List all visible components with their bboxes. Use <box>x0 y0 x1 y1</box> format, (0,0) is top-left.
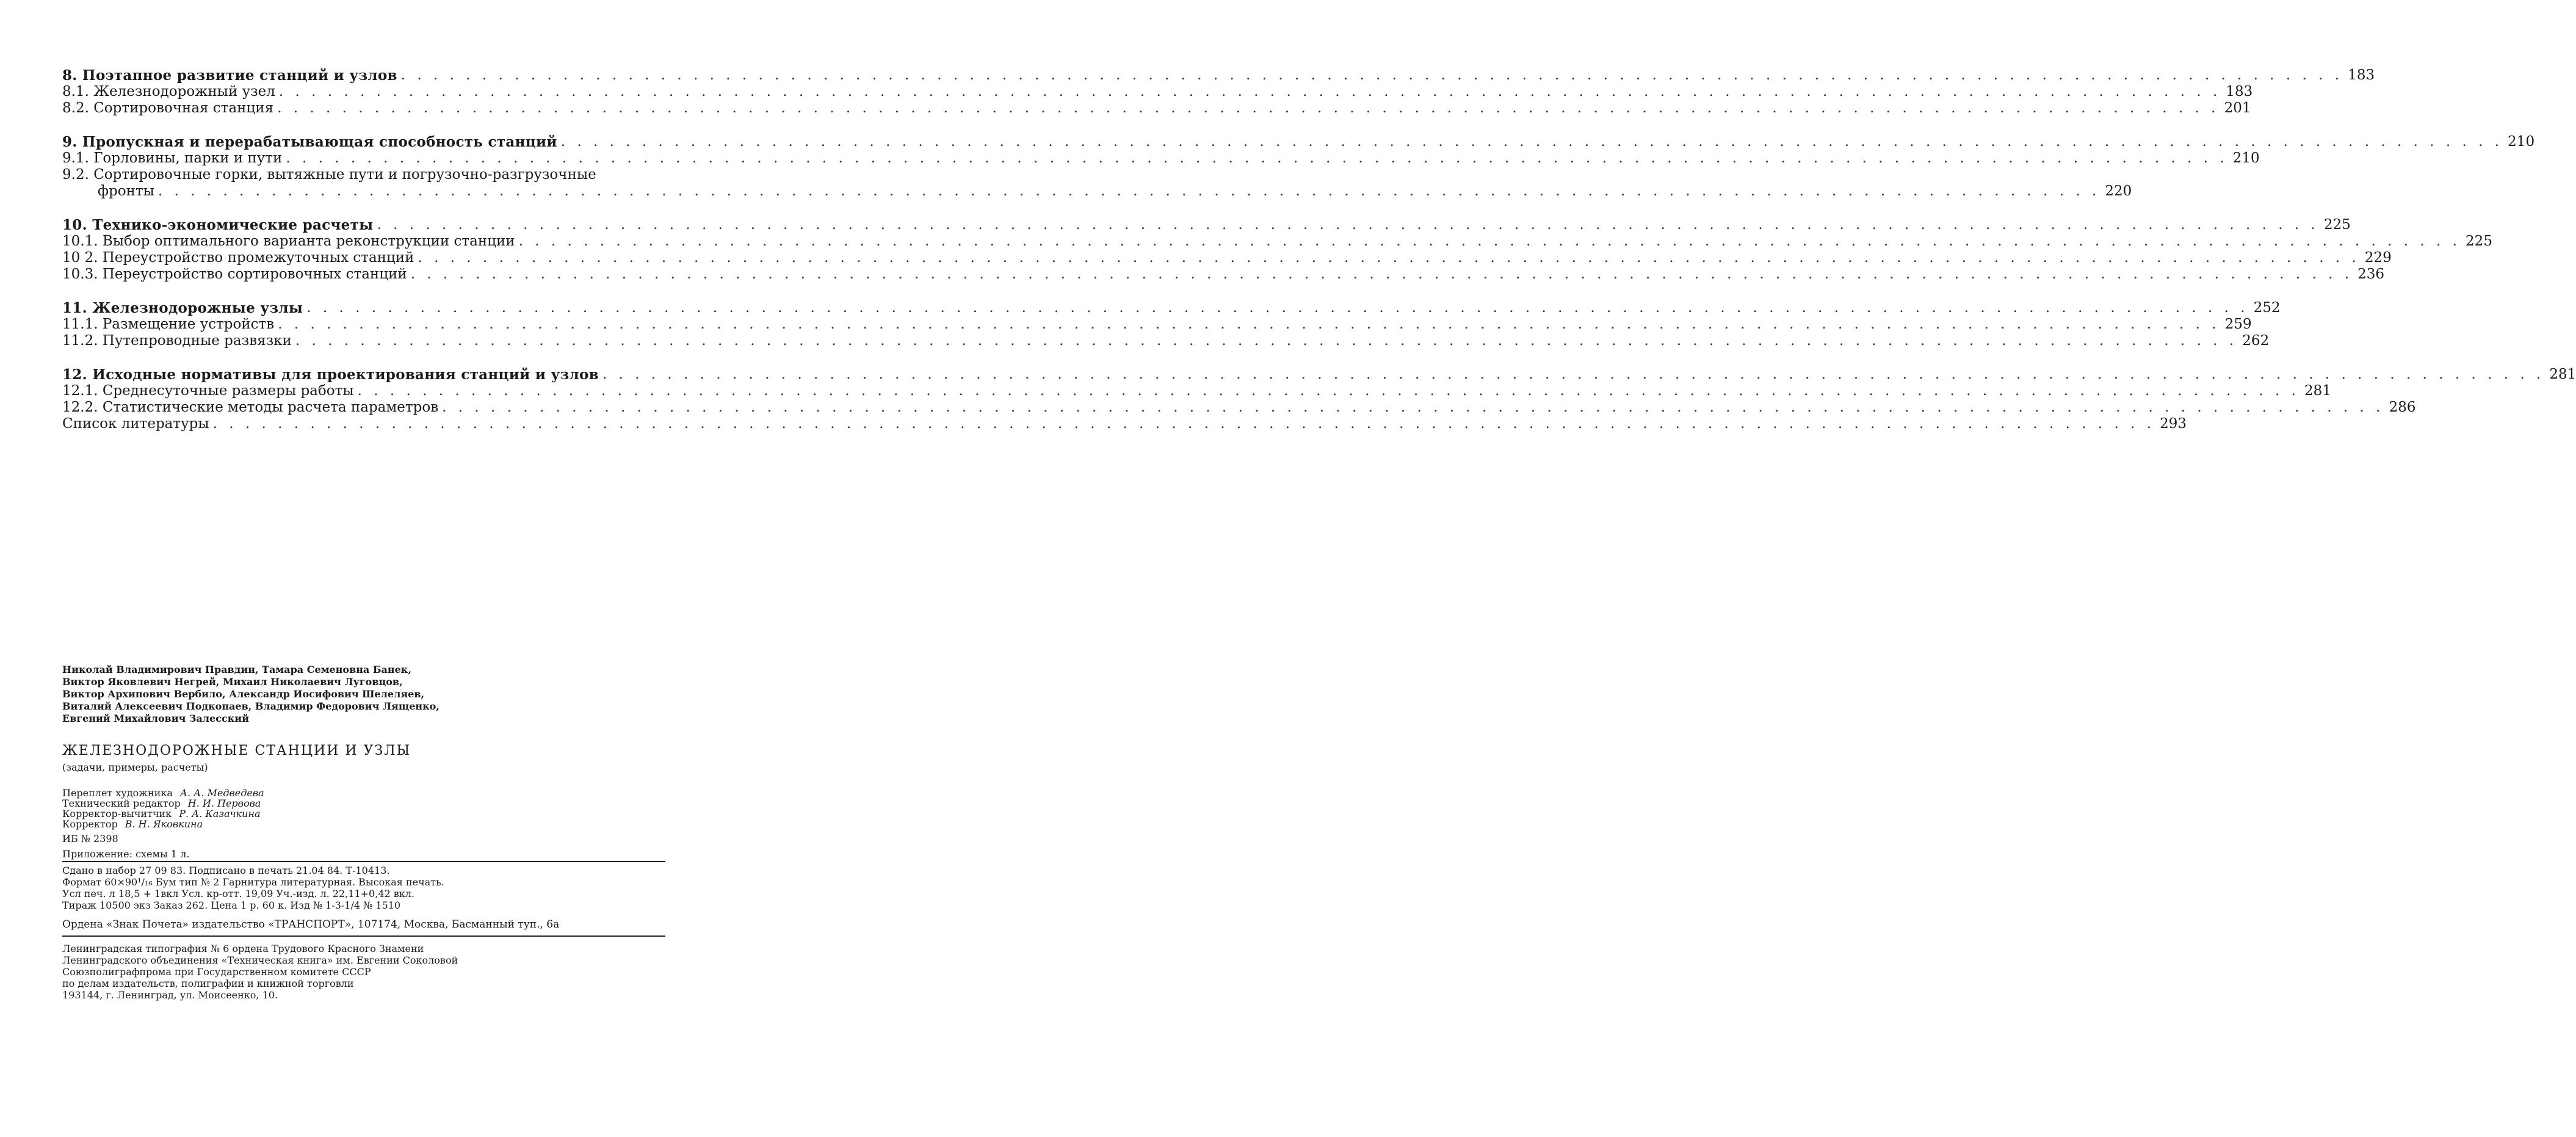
toc-chapter-heading <box>62 217 2351 233</box>
toc-page-number: 183 <box>2226 84 2253 100</box>
toc-entry <box>62 399 2416 416</box>
toc-chapter <box>62 67 2375 117</box>
toc-entry <box>62 333 2270 349</box>
authors-line: Николай Владимирович Правдин, Тамара Семеновна Банек, <box>62 664 411 675</box>
printer-info <box>62 943 665 1001</box>
toc-chapter-heading <box>62 366 2576 383</box>
authors-line: Виталий Алексеевич Подкопаев, Владимир Федорович Лященко, <box>62 700 440 712</box>
print-info-line: Усл печ. л 18,5 + 1вкл Усл. кр-отт. 19,09 Уч.-изд. л. 22,11+0,42 вкл. <box>62 888 415 899</box>
dot-leader: . . . . . . . . . . . . . . . . . . . . . . . . . . . . . . . . . . . . . . . . . . . . . . . . . . . . . . . . . . . . . . . . . . . . . . . . . . . . . . . . . . . . . . . . . . . . . . . . . . . . . . . . . . . . . . . . . . . . . . . . <box>560 134 2503 150</box>
toc-entry-title: 12.1. Среднесуточные размеры работы <box>62 383 354 399</box>
authors-line: Евгений Михайлович Залесский <box>62 713 250 724</box>
staff-list <box>62 788 665 829</box>
toc-entry-title: 8.2. Сортировочная станция <box>62 100 274 116</box>
toc-page-number: 262 <box>2242 333 2270 349</box>
toc-page-number: 293 <box>2160 416 2187 432</box>
dot-leader: . . . . . . . . . . . . . . . . . . . . . . . . . . . . . . . . . . . . . . . . . . . . . . . . . . . . . . . . . . . . . . . . . . . . . . . . . . . . . . . . . . . . . . . . . . . . . . . . . . . . . . . . . . . . . . . . . . . . . . . . <box>306 300 2249 316</box>
toc-page-number: 225 <box>2323 217 2351 233</box>
table-of-contents <box>62 67 2576 449</box>
toc-page-number: 183 <box>2348 67 2375 83</box>
toc-entry-continuation <box>62 183 2132 200</box>
toc-entry-title: Список литературы <box>62 416 209 432</box>
colophon <box>62 664 665 1001</box>
toc-entry-title: 9.1. Горловины, парки и пути <box>62 150 283 166</box>
staff-row <box>62 819 665 829</box>
toc-entry-title: 11.2. Путепроводные развязки <box>62 333 292 349</box>
toc-entry <box>62 250 2392 266</box>
toc-page-number: 281 <box>2549 366 2576 382</box>
toc-page-number: 259 <box>2224 316 2252 332</box>
toc-chapter-title: 12. Исходные нормативы для проектирования станций и узлов <box>62 366 599 383</box>
toc-entry-title: 11.1. Размещение устройств <box>62 316 275 332</box>
toc-entry <box>62 416 2187 432</box>
toc-page-number: 210 <box>2232 150 2260 166</box>
supplement-note: Приложение: схемы 1 л. <box>62 848 665 862</box>
dot-leader: . . . . . . . . . . . . . . . . . . . . . . . . . . . . . . . . . . . . . . . . . . . . . . . . . . . . . . . . . . . . . . . . . . . . . . . . . . . . . . . . . . . . . . . . . . . . . . . . . . . . . . . . . . . . . . . . . . . . . . . . <box>212 416 2155 432</box>
printer-line: Союзполиграфпрома при Государственном комитете СССР <box>62 966 371 978</box>
toc-entry-title: 12.2. Статистические методы расчета параметров <box>62 399 439 415</box>
staff-role: Переплет художника <box>62 787 173 799</box>
toc-chapter-title: 11. Железнодорожные узлы <box>62 300 303 316</box>
publisher-line: Ордена «Знак Почета» издательство «ТРАНСПОРТ», 107174, Москва, Басманный туп., 6а <box>62 918 665 937</box>
authors-line: Виктор Яковлевич Негрей, Михаил Николаевич Луговцов, <box>62 676 403 688</box>
dot-leader: . . . . . . . . . . . . . . . . . . . . . . . . . . . . . . . . . . . . . . . . . . . . . . . . . . . . . . . . . . . . . . . . . . . . . . . . . . . . . . . . . . . . . . . . . . . . . . . . . . . . . . . . . . . . . . . . . . . . . . . . <box>278 84 2221 100</box>
toc-chapter <box>62 300 2281 349</box>
toc-page-number: 252 <box>2253 300 2281 316</box>
book-subtitle: (задачи, примеры, расчеты) <box>62 761 208 773</box>
toc-entry <box>62 100 2251 117</box>
staff-role: Технический редактор <box>62 797 181 809</box>
toc-page-number: 210 <box>2508 134 2535 150</box>
toc-chapter-title: 10. Технико-экономические расчеты <box>62 217 374 233</box>
dot-leader: . . . . . . . . . . . . . . . . . . . . . . . . . . . . . . . . . . . . . . . . . . . . . . . . . . . . . . . . . . . . . . . . . . . . . . . . . . . . . . . . . . . . . . . . . . . . . . . . . . . . . . . . . . . . . . . . . . . . . . . . <box>518 233 2461 249</box>
dot-leader: . . . . . . . . . . . . . . . . . . . . . . . . . . . . . . . . . . . . . . . . . . . . . . . . . . . . . . . . . . . . . . . . . . . . . . . . . . . . . . . . . . . . . . . . . . . . . . . . . . . . . . . . . . . . . . . . . . . . . . . . <box>418 250 2360 266</box>
staff-name: В. Н. Яковкина <box>125 818 203 830</box>
toc-chapter-heading <box>62 300 2281 316</box>
toc-entry-title: 10.3. Переустройство сортировочных станций <box>62 266 407 282</box>
printer-line: Ленинградская типография № 6 ордена Трудового Красного Знамени <box>62 943 424 954</box>
book-title: ЖЕЛЕЗНОДОРОЖНЫЕ СТАНЦИИ И УЗЛЫ <box>62 743 411 758</box>
dot-leader: . . . . . . . . . . . . . . . . . . . . . . . . . . . . . . . . . . . . . . . . . . . . . . . . . . . . . . . . . . . . . . . . . . . . . . . . . . . . . . . . . . . . . . . . . . . . . . . . . . . . . . . . . . . . . . . . . . . . . . . . <box>278 316 2220 332</box>
toc-entry-title: 9.2. Сортировочные горки, вытяжные пути и погрузочно-разгрузочные <box>62 167 596 183</box>
toc-page-number: 201 <box>2224 100 2251 116</box>
dot-leader: . . . . . . . . . . . . . . . . . . . . . . . . . . . . . . . . . . . . . . . . . . . . . . . . . . . . . . . . . . . . . . . . . . . . . . . . . . . . . . . . . . . . . . . . . . . . . . . . . . . . . . . . . . . . . . . . . . . . . . . . <box>377 217 2319 233</box>
toc-chapter <box>62 134 2535 200</box>
toc-entry-title: 10 2. Переустройство промежуточных станций <box>62 250 414 266</box>
toc-chapter <box>62 366 2576 432</box>
dot-leader: . . . . . . . . . . . . . . . . . . . . . . . . . . . . . . . . . . . . . . . . . . . . . . . . . . . . . . . . . . . . . . . . . . . . . . . . . . . . . . . . . . . . . . . . . . . . . . . . . . . . . . . . . . . . . . . . . . . . . . . . <box>357 383 2299 399</box>
toc-page-number: 286 <box>2389 399 2416 415</box>
dot-leader: . . . . . . . . . . . . . . . . . . . . . . . . . . . . . . . . . . . . . . . . . . . . . . . . . . . . . . . . . . . . . . . . . . . . . . . . . . . . . . . . . . . . . . . . . . . . . . . . . . . . . . . . . . . . . . . . . . . . . . . . <box>400 67 2343 83</box>
print-info-line: Формат 60×90¹/₁₆ Бум тип № 2 Гарнитура литературная. Высокая печать. <box>62 876 444 888</box>
printer-line: Ленинградского объединения «Техническая книга» им. Евгении Соколовой <box>62 954 458 966</box>
toc-entry <box>62 84 2253 100</box>
toc-entry <box>62 150 2260 167</box>
staff-role: Корректор-вычитчик <box>62 808 172 819</box>
staff-row <box>62 798 665 808</box>
toc-entry <box>62 316 2252 333</box>
toc-chapter-title: 8. Поэтапное развитие станций и узлов <box>62 67 397 84</box>
dot-leader: . . . . . . . . . . . . . . . . . . . . . . . . . . . . . . . . . . . . . . . . . . . . . . . . . . . . . . . . . . . . . . . . . . . . . . . . . . . . . . . . . . . . . . . . . . . . . . . . . . . . . . . . . . . . . . . . . . . . . . . . <box>277 100 2220 116</box>
authors-line: Виктор Архипович Вербило, Александр Иосифович Шелеляев, <box>62 688 425 700</box>
toc-chapter <box>62 217 2492 283</box>
printer-line: по делам издательств, полиграфии и книжной торговли <box>62 978 354 989</box>
dot-leader: . . . . . . . . . . . . . . . . . . . . . . . . . . . . . . . . . . . . . . . . . . . . . . . . . . . . . . . . . . . . . . . . . . . . . . . . . . . . . . . . . . . . . . . . . . . . . . . . . . . . . . . . . . . . . . . . . . . . . . . . <box>602 366 2545 382</box>
toc-page-number: 281 <box>2304 383 2331 399</box>
toc-entry-title: 8.1. Железнодорожный узел <box>62 84 275 100</box>
staff-name: Н. И. Первова <box>187 797 261 809</box>
print-info-line: Сдано в набор 27 09 83. Подписано в печать 21.04 84. Т-10413. <box>62 865 390 876</box>
toc-entry-title: 10.1. Выбор оптимального варианта реконструкции станции <box>62 233 515 249</box>
toc-entry-title: фронты <box>98 183 154 199</box>
toc-chapter-heading <box>62 67 2375 84</box>
staff-name: А. А. Медведева <box>179 787 264 799</box>
print-info-line: Тираж 10500 экз Заказ 262. Цена 1 р. 60 к. Изд № 1-3-1/4 № 1510 <box>62 899 401 911</box>
toc-entry <box>62 233 2492 250</box>
ib-number: ИБ № 2398 <box>62 833 118 845</box>
toc-entry <box>62 383 2331 399</box>
toc-page-number: 236 <box>2357 266 2385 282</box>
toc-chapter-title: 9. Пропускная и перерабатывающая способность станций <box>62 134 557 150</box>
dot-leader: . . . . . . . . . . . . . . . . . . . . . . . . . . . . . . . . . . . . . . . . . . . . . . . . . . . . . . . . . . . . . . . . . . . . . . . . . . . . . . . . . . . . . . . . . . . . . . . . . . . . . . . . . . . . . . . . . . . . . . . . <box>295 333 2238 349</box>
staff-row <box>62 808 665 819</box>
printer-line: 193144, г. Ленинград, ул. Моисеенко, 10. <box>62 989 278 1001</box>
toc-page-number: 229 <box>2364 250 2392 266</box>
toc-page-number: 220 <box>2105 183 2132 199</box>
dot-leader: . . . . . . . . . . . . . . . . . . . . . . . . . . . . . . . . . . . . . . . . . . . . . . . . . . . . . . . . . . . . . . . . . . . . . . . . . . . . . . . . . . . . . . . . . . . . . . . . . . . . . . . . . . . . . . . . . . . . . . . . <box>286 150 2228 166</box>
dot-leader: . . . . . . . . . . . . . . . . . . . . . . . . . . . . . . . . . . . . . . . . . . . . . . . . . . . . . . . . . . . . . . . . . . . . . . . . . . . . . . . . . . . . . . . . . . . . . . . . . . . . . . . . . . . . . . . . . . . . . . . . <box>442 399 2384 415</box>
toc-page-number: 225 <box>2466 233 2492 249</box>
staff-role: Корректор <box>62 818 118 830</box>
staff-row <box>62 788 665 798</box>
dot-leader: . . . . . . . . . . . . . . . . . . . . . . . . . . . . . . . . . . . . . . . . . . . . . . . . . . . . . . . . . . . . . . . . . . . . . . . . . . . . . . . . . . . . . . . . . . . . . . . . . . . . . . . . . . . . . . . . . . . . . . . . <box>157 183 2100 199</box>
print-info <box>62 865 665 911</box>
toc-entry <box>62 266 2385 283</box>
staff-name: Р. А. Казачкина <box>179 808 261 819</box>
authors-list <box>62 664 665 725</box>
toc-entry <box>62 167 665 183</box>
toc-chapter-heading <box>62 134 2535 150</box>
dot-leader: . . . . . . . . . . . . . . . . . . . . . . . . . . . . . . . . . . . . . . . . . . . . . . . . . . . . . . . . . . . . . . . . . . . . . . . . . . . . . . . . . . . . . . . . . . . . . . . . . . . . . . . . . . . . . . . . . . . . . . . . <box>410 266 2353 282</box>
